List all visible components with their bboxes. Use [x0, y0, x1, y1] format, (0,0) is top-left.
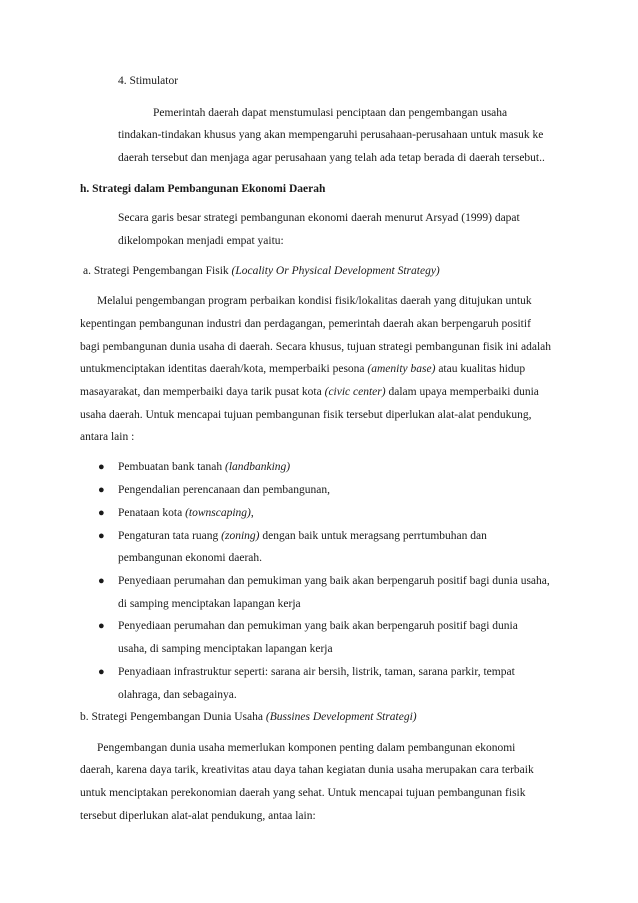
strategy-a-para-line-4 [80, 362, 525, 376]
stimulator-line-3: daerah tersebut dan menjaga agar perusahaan yang telah ada tetap berada di daerah tersebut.. [118, 152, 545, 164]
bullet-icon: ● [98, 666, 105, 678]
bullet-item-1 [118, 460, 290, 474]
bullet-item-3 [118, 506, 254, 520]
bullet-item-7-line-2: olahraga, dan sebagainya. [118, 689, 237, 701]
strategy-b-heading [80, 710, 417, 724]
p4-text: untukmenciptakan identitas daerah/kota, memperbaiki pesona [80, 363, 368, 375]
bullet-icon: ● [98, 484, 105, 496]
strategy-a-heading-text: a. Strategi Pengembangan Fisik [83, 265, 232, 277]
bullet-item-5-line-2: di samping menciptakan lapangan kerja [118, 598, 301, 610]
strategy-a-para-line-3: bagi pembangunan dunia usaha di daerah. Secara khusus, tujuan strategi pembangunan fisik ini adalah [80, 341, 552, 353]
strategy-b-para-line-4: tersebut diperlukan alat-alat pendukung, antaa lain: [80, 810, 316, 822]
landbanking-term: (landbanking) [224, 461, 291, 473]
bullet-icon: ● [98, 575, 105, 587]
stimulator-line-1: Pemerintah daerah dapat menstumulasi penciptaan dan pengembangan usaha [153, 107, 508, 119]
p4-end: atau kualitas hidup [435, 363, 526, 375]
stimulator-heading: 4. Stimulator [118, 75, 179, 87]
strategy-b-heading-text: b. Strategi Pengembangan Dunia Usaha [80, 711, 266, 723]
bullet-4-end: dengan baik untuk meragsang perrtumbuhan dan [259, 530, 487, 542]
bullet-item-2: Pengendalian perencanaan dan pembangunan, [118, 484, 331, 496]
strategy-b-para-line-3: untuk menciptakan perekonomian daerah yang sehat. Untuk mencapai tujuan pembangunan fisik [80, 787, 526, 799]
civic-center-term: (civic center) [324, 386, 386, 398]
bullet-1-text: Pembuatan bank tanah [118, 461, 225, 473]
bullet-icon: ● [98, 461, 105, 473]
p5-end: dalam upaya memperbaiki dunia [385, 386, 539, 398]
bullet-item-4-line-2: pembangunan ekonomi daerah. [118, 552, 263, 564]
strategy-b-para-line-1: Pengembangan dunia usaha memerlukan komponen penting dalam pembangunan ekonomi [97, 742, 516, 754]
p5-text: masayarakat, dan memperbaiki daya tarik pusat kota [80, 386, 325, 398]
bullet-icon: ● [98, 530, 105, 542]
bullet-item-5: Penyediaan perumahan dan pemukiman yang baik akan berpengaruh positif bagi dunia usaha, [118, 575, 550, 587]
section-h-intro-line-2: dikelompokan menjadi empat yaitu: [118, 235, 284, 247]
bullet-item-4 [118, 529, 487, 543]
strategy-a-heading [83, 264, 440, 278]
bullet-icon: ● [98, 507, 105, 519]
strategy-a-para-line-1: Melalui pengembangan program perbaikan kondisi fisik/lokalitas daerah yang ditujukan untuk [97, 295, 532, 307]
bullet-item-7: Penyadiaan infrastruktur seperti: sarana air bersih, listrik, taman, sarana parkir, tempat [118, 666, 515, 678]
townscaping-term: (townscaping) [185, 507, 251, 519]
bullet-icon: ● [98, 620, 105, 632]
section-h-intro-line-1: Secara garis besar strategi pembangunan ekonomi daerah menurut Arsyad (1999) dapat [118, 212, 520, 224]
bullet-3-text: Penataan kota [118, 507, 186, 519]
strategy-a-para-line-6: usaha daerah. Untuk mencapai tujuan pembangunan fisik tersebut diperlukan alat-alat pendukung, [80, 409, 532, 421]
strategy-b-para-line-2: daerah, karena daya tarik, kreativitas atau daya tahan kegiatan dunia usaha merupakan cara terbaik [80, 764, 534, 776]
bullet-3-end: , [250, 507, 254, 519]
strategy-a-heading-english: (Locality Or Physical Development Strategy) [231, 265, 440, 277]
bullet-item-6: Penyediaan perumahan dan pemukiman yang baik akan berpengaruh positif bagi dunia [118, 620, 518, 632]
stimulator-line-2: tindakan-tindakan khusus yang akan mempengaruhi perusahaan-perusahaan untuk masuk ke [118, 129, 544, 141]
bullet-4-text: Pengaturan tata ruang [118, 530, 222, 542]
strategy-b-heading-english: (Bussines Development Strategi) [265, 711, 417, 723]
amenity-base-term: (amenity base) [367, 363, 436, 375]
section-h-title: h. Strategi dalam Pembangunan Ekonomi Daerah [80, 183, 326, 195]
bullet-item-6-line-2: usaha, di samping menciptakan lapangan kerja [118, 643, 333, 655]
strategy-a-para-line-7: antara lain : [80, 431, 135, 443]
strategy-a-para-line-2: kepentingan pembangunan industri dan perdagangan, pemerintah daerah akan berpengaruh positif [80, 318, 531, 330]
strategy-a-para-line-5 [80, 385, 539, 399]
zoning-term: (zoning) [221, 530, 260, 542]
